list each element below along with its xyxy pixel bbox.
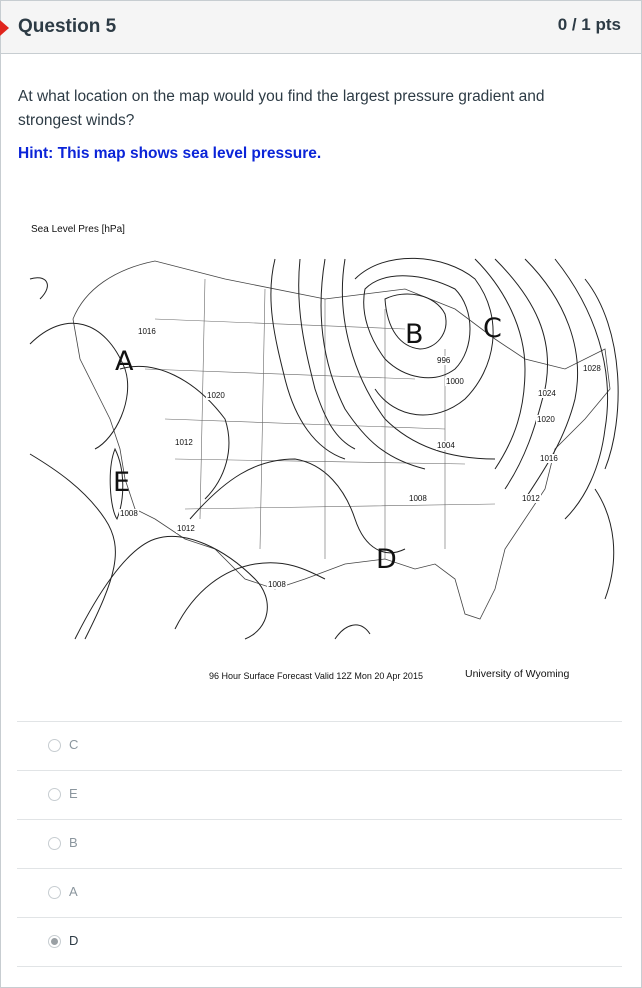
answer-label: C: [69, 737, 79, 752]
incorrect-flag-icon: [0, 14, 9, 42]
map-title: Sea Level Pres [hPa]: [31, 224, 125, 235]
isobar-label: 1020: [537, 415, 555, 424]
isobar-label: 1012: [175, 438, 193, 447]
answer-list: [17, 721, 622, 967]
map-letter-e: E: [113, 467, 131, 498]
isobar-label: 1016: [540, 454, 558, 463]
answer-label: B: [69, 835, 78, 850]
radio-button[interactable]: [48, 886, 61, 899]
isobar-label: 996: [437, 356, 451, 365]
answer-label: E: [69, 786, 78, 801]
question-title: Question 5: [18, 16, 117, 37]
radio-button[interactable]: [48, 788, 61, 801]
map-footer: 96 Hour Surface Forecast Valid 12Z Mon 20 Apr 2015: [209, 671, 423, 681]
isobar-label: 1008: [268, 580, 286, 589]
answer-label: D: [69, 933, 79, 948]
isobar-label: 1008: [120, 509, 138, 518]
question-header: [1, 1, 641, 54]
map-credit: University of Wyoming: [465, 668, 570, 680]
pressure-map: [25, 219, 625, 689]
isobar-label: 1024: [538, 389, 556, 398]
map-letter-d: D: [376, 544, 397, 575]
radio-button[interactable]: [48, 837, 61, 850]
question-hint: Hint: This map shows sea level pressure.: [18, 145, 322, 162]
map-letter-b: B: [405, 319, 424, 350]
question-text: At what location on the map would you find the largest pressure gradient and strongest winds?: [18, 88, 545, 129]
answer-label: A: [69, 884, 78, 899]
isobar-label: 1008: [409, 494, 427, 503]
isobar-label: 1004: [437, 441, 455, 450]
isobar-label: 1012: [522, 494, 540, 503]
map-letter-c: C: [483, 313, 502, 344]
radio-button-selected[interactable]: [48, 935, 61, 948]
isobar-label: 1028: [583, 364, 601, 373]
isobar-label: 1016: [138, 327, 156, 336]
isobar-label: 1000: [446, 377, 464, 386]
answer-option-selected[interactable]: [17, 917, 622, 967]
radio-button[interactable]: [48, 739, 61, 752]
answer-option[interactable]: [17, 770, 622, 819]
answer-option[interactable]: [17, 819, 622, 868]
isobar-label: 1012: [177, 524, 195, 533]
question-points: 0 / 1 pts: [557, 15, 621, 34]
map-letter-a: A: [115, 346, 134, 377]
answer-option[interactable]: [17, 868, 622, 917]
map-drawing: [25, 219, 625, 659]
isobar-label: 1020: [207, 391, 225, 400]
answer-option[interactable]: [17, 721, 622, 770]
